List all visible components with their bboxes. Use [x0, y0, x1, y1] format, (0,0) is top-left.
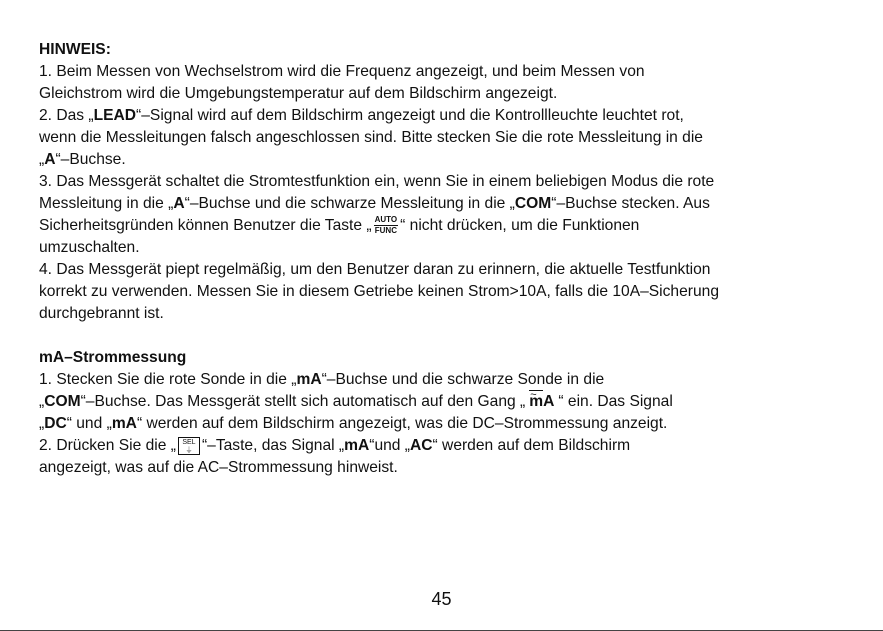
text-segment: 2. Das „ — [39, 107, 94, 124]
text-segment: Sicherheitsgründen können Benutzer die Taste „ — [39, 217, 372, 234]
text-segment: “ werden auf dem Bildschirm angezeigt, was die DC–Strommessung anzeigt. — [136, 415, 668, 432]
ma-section-heading: mA–Strommessung — [39, 349, 187, 366]
text-segment: “–Buchse. — [55, 151, 126, 168]
ma-item-1-line-1 — [39, 369, 847, 391]
hinweis-item-3-line-1: 3. Das Messgerät schaltet die Stromtestfunktion ein, wenn Sie in einem beliebigen Modus die rote — [39, 173, 715, 190]
hinweis-item-1-line-2: Gleichstrom wird die Umgebungstemperatur auf dem Bildschirm angezeigt. — [39, 85, 558, 102]
hinweis-item-4-line-1: 4. Das Messgerät piept regelmäßig, um den Benutzer daran zu erinnern, die aktuelle Testfunktion — [39, 261, 711, 278]
hinweis-item-3-line-2 — [39, 193, 847, 215]
text-segment: “ und „ — [66, 415, 112, 432]
hinweis-item-2-line-2: wenn die Messleitungen falsch angeschlossen sind. Bitte stecken Sie die rote Messleitung in die — [39, 129, 703, 146]
text-segment: 1. Stecken Sie die rote Sonde in die „ — [39, 371, 297, 388]
a-jack-label: A — [173, 195, 185, 212]
auto-func-key-icon — [374, 216, 399, 235]
sel-key-icon — [178, 437, 200, 455]
text-segment: „ — [39, 415, 45, 432]
com-jack-label: COM — [514, 195, 552, 212]
text-segment: “ werden auf dem Bildschirm — [432, 437, 631, 454]
ma-signal-label: mA — [111, 415, 137, 432]
ma-item-1-line-2 — [39, 391, 847, 413]
hinweis-item-2-line-3 — [39, 149, 847, 171]
text-segment: “–Taste, das Signal „ — [201, 437, 345, 454]
key-label-top: SEL — [182, 438, 196, 446]
a-jack-label: A — [44, 151, 56, 168]
hinweis-item-2-line-1 — [39, 105, 847, 127]
hinweis-item-4-line-2: korrekt zu verwenden. Messen Sie in diesem Getriebe keinen Strom>10A, falls die 10A–Sicherung — [39, 283, 719, 300]
text-segment: 2. Drücken Sie die „ — [39, 437, 176, 454]
com-jack-label: COM — [44, 393, 81, 410]
ma-item-2-line-2: angezeigt, was auf die AC–Strommessung hinweist. — [39, 459, 398, 476]
ma-jack-label: mA — [296, 371, 322, 388]
ma-signal-label: mA — [344, 437, 370, 454]
ma-item-1-line-3 — [39, 413, 847, 435]
dc-signal-label: DC — [44, 415, 67, 432]
text-segment: Messleitung in die „ — [39, 195, 174, 212]
key-label-bottom: ⏚ — [185, 446, 193, 454]
ma-range-m: m ~ — [529, 393, 543, 410]
text-segment: „ — [39, 151, 45, 168]
ma-item-2-line-1 — [39, 435, 847, 457]
text-segment: “und „ — [369, 437, 410, 454]
page-number: 45 — [431, 589, 452, 609]
hinweis-item-4-line-3: durchgebrannt ist. — [39, 305, 164, 322]
hinweis-item-3-line-4: umzuschalten. — [39, 239, 140, 256]
text-segment: “ ein. Das Signal — [558, 393, 673, 410]
text-segment: “–Buchse und die schwarze Sonde in die — [321, 371, 605, 388]
lead-signal-label: LEAD — [93, 107, 137, 124]
page-content — [39, 39, 847, 479]
hinweis-item-1-line-1: 1. Beim Messen von Wechselstrom wird die Frequenz angezeigt, und beim Messen von — [39, 63, 645, 80]
key-label-bottom: FUNC — [374, 226, 397, 236]
ac-signal-label: AC — [410, 437, 433, 454]
key-label-top: AUTO — [374, 215, 398, 225]
text-segment: “–Buchse. Das Messgerät stellt sich automatisch auf den Gang „ — [80, 393, 526, 410]
ma-range-a: A — [543, 393, 555, 410]
ma-range-icon — [529, 391, 554, 413]
text-segment: “–Buchse und die schwarze Messleitung in die „ — [184, 195, 515, 212]
section-spacer — [39, 325, 847, 347]
text-segment: “–Signal wird auf dem Bildschirm angezeigt und die Kontrollleuchte leuchtet rot, — [136, 107, 684, 124]
text-segment: “–Buchse stecken. Aus — [551, 195, 710, 212]
hinweis-heading: HINWEIS: — [39, 41, 111, 58]
text-segment: “ nicht drücken, um die Funktionen — [400, 217, 640, 234]
text-segment: „ — [39, 393, 45, 410]
hinweis-item-3-line-3 — [39, 215, 847, 237]
